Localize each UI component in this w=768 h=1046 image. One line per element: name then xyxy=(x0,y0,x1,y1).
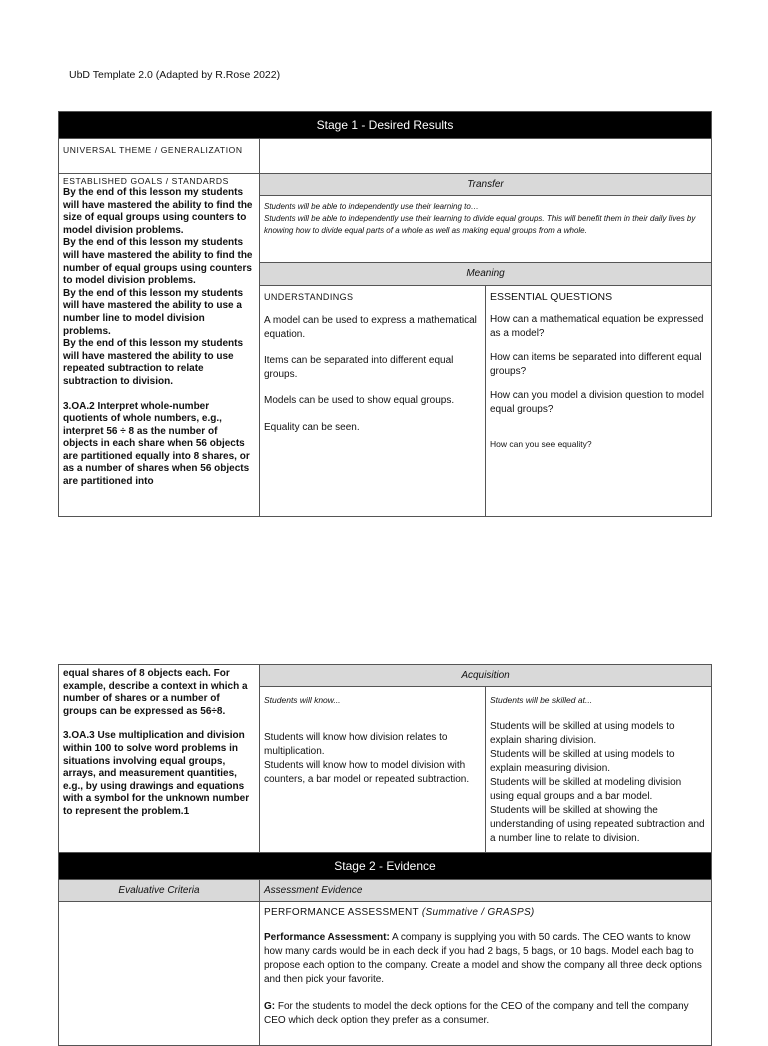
transfer-cell xyxy=(260,196,712,263)
template-header-note: UbD Template 2.0 (Adapted by R.Rose 2022) xyxy=(69,69,281,81)
essential-question: How can you model a division question to model equal groups? xyxy=(490,390,705,415)
performance-bold-label: Performance Assessment: xyxy=(264,932,390,943)
goal-item: By the end of this lesson my students will have mastered the ability to find the number of equal groups using counters to model division problems. xyxy=(63,237,253,287)
performance-description xyxy=(264,931,707,987)
acquisition-header: Acquisition xyxy=(260,665,712,687)
goal-bold-label: G: xyxy=(264,1001,276,1012)
meaning-header: Meaning xyxy=(260,263,712,285)
skilled-item: Students will be skilled at modeling division using equal groups and a bar model. xyxy=(490,777,682,802)
essential-questions-label: ESSENTIAL QUESTIONS xyxy=(490,290,613,303)
transfer-line: Students will be able to independently use their learning to divide equal groups. This will benefit them in their daily lives by knowing how to divide equal parts of a whole as well as making equal groups from a whole. xyxy=(264,214,696,236)
skilled-item: Students will be skilled at using models to explain measuring division. xyxy=(490,749,675,774)
standard-3oa3: 3.OA.3 Use multiplication and division within 100 to solve word problems in situations involving equal groups, arrays, and measurement quantities, e.g., by using drawings and equations with a symbol for the unknown number to represent the problem.1 xyxy=(63,730,250,817)
essential-question: How can a mathematical equation be expressed as a model? xyxy=(490,314,704,339)
standard-3oa2-continued: equal shares of 8 objects each. For example, describe a context in which a number of shares or a number of groups can be expressed as 56÷8. xyxy=(63,668,248,717)
performance-heading xyxy=(264,906,707,920)
performance-text: A company is supplying you with 50 cards. The CEO wants to know how many cards would be in each deck if you had 2 bags, 5 bags, or 10 bags. Model each bag to propose each option to the company. Create a model and show the company all three deck options and then pick your favorite. xyxy=(264,932,702,985)
standards-continued-cell xyxy=(59,665,260,853)
stage1-title: Stage 1 - Desired Results xyxy=(59,112,712,139)
essential-question: How can items be separated into different equal groups? xyxy=(490,352,702,377)
skilled-item: Students will be skilled at showing the understanding of using repeated subtraction and a number line to relate to division. xyxy=(490,805,705,844)
evaluative-criteria-header: Evaluative Criteria xyxy=(59,880,260,902)
goal-text: For the students to model the deck options for the CEO of the company and tell the company CEO which deck option they prefer as a consumer. xyxy=(264,1001,689,1026)
know-item: Students will know how division relates to multiplication. xyxy=(264,732,448,757)
performance-heading-type: (Summative / GRASPS) xyxy=(421,907,535,918)
transfer-header: Transfer xyxy=(260,174,712,196)
understanding-item: Equality can be seen. xyxy=(264,421,360,433)
know-label: Students will know... xyxy=(264,695,341,705)
students-will-know-cell xyxy=(260,687,486,853)
students-skilled-cell xyxy=(486,687,712,853)
know-item: Students will know how to model division with counters, a bar model or repeated subtraction. xyxy=(264,760,470,785)
goals-label: ESTABLISHED GOALS / STANDARDS xyxy=(63,176,229,186)
essential-questions-cell xyxy=(486,285,712,516)
standard-3oa2: 3.OA.2 Interpret whole-number quotients of whole numbers, e.g., interpret 56 ÷ 8 as the number of objects in each share when 56 objects are partitioned equally into 8 shares, or as a number of shares when 56 objects are partitioned into xyxy=(63,400,250,488)
universal-theme-value xyxy=(260,139,712,174)
established-goals-cell xyxy=(59,174,260,517)
understanding-item: A model can be used to express a mathematical equation. xyxy=(264,315,477,340)
stage2-title: Stage 2 - Evidence xyxy=(59,853,712,880)
performance-heading-label: PERFORMANCE ASSESSMENT xyxy=(264,907,419,918)
transfer-line: Students will be able to independently use their learning to… xyxy=(264,202,479,212)
goal-item: By the end of this lesson my students will have mastered the ability to use a number line to model division problems. xyxy=(63,287,244,337)
universal-theme-label: UNIVERSAL THEME / GENERALIZATION xyxy=(59,139,260,174)
skilled-item: Students will be skilled at using models to explain sharing division. xyxy=(490,721,675,746)
understandings-label: UNDERSTANDINGS xyxy=(264,291,354,302)
assessment-evidence-header: Assessment Evidence xyxy=(260,880,712,902)
goal-item: By the end of this lesson my students will have mastered the ability to find the size of equal groups using counters to model division problems. xyxy=(63,187,253,236)
understanding-item: Models can be used to show equal groups. xyxy=(264,395,455,407)
goal-item: By the end of this lesson my students will have mastered the ability to use repeated subtraction to relate subtraction to division. xyxy=(63,338,244,387)
understandings-cell xyxy=(260,285,486,516)
understanding-item: Items can be separated into different equal groups. xyxy=(264,355,454,380)
stage1-continued-table xyxy=(58,664,712,1046)
skilled-label: Students will be skilled at... xyxy=(490,695,593,705)
essential-question: How can you see equality? xyxy=(490,439,592,450)
stage1-table xyxy=(58,111,712,517)
